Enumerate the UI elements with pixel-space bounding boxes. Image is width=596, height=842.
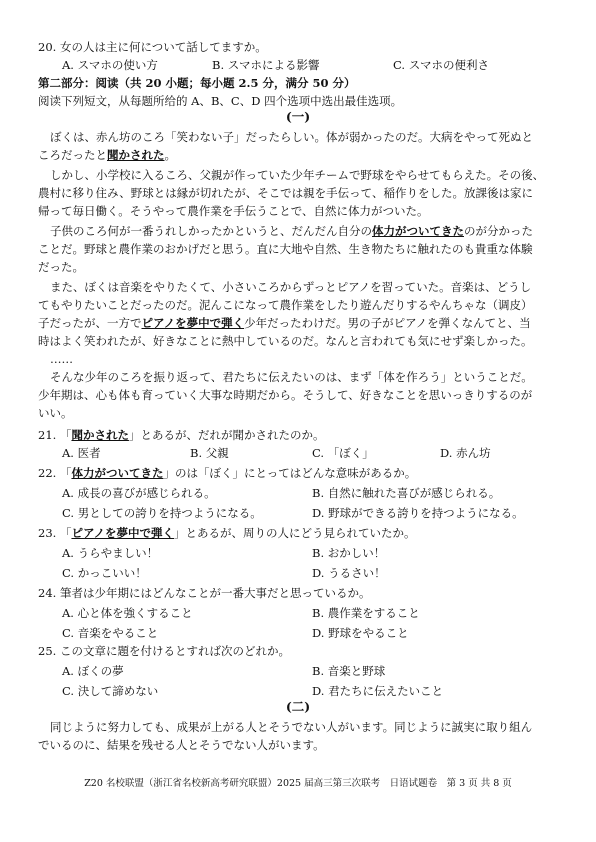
passage1-line: いい。	[38, 406, 73, 420]
q23-option-b: B. おかしい！	[312, 546, 386, 560]
passage1-text: 少年だったわけだ。男の子がピアノを弾くなんてと、当	[244, 316, 531, 330]
passage1-ellipsis: ……	[50, 352, 73, 366]
section1-title: (一)	[285, 110, 311, 124]
q22-text: 」のは「ぼく」にとってはどんな意味があるか。	[163, 466, 417, 480]
q25-question: 25. この文章に題を付けるとすれば次のどれか。	[38, 644, 290, 658]
passage1-line: だった。	[38, 260, 84, 274]
passage1-text: ころだったと	[38, 148, 107, 162]
q22-option-c: C. 男としての誇りを持つようになる。	[62, 506, 262, 520]
passage1-line	[38, 148, 568, 162]
q23-text: 23. 「	[38, 526, 72, 540]
q24-option-b: B. 農作業をすること	[312, 606, 420, 620]
q20-option-b: B. スマホによる影響	[212, 58, 320, 72]
q24-option-c: C. 音楽をやること	[62, 626, 159, 640]
q21-option-c: C. 「ぼく」	[312, 446, 374, 460]
q22-option-b: B. 自然に触れた喜びが感じられる。	[312, 486, 501, 500]
passage1-line: しかし、小学校に入るころ、父親が作っていた少年チームで野球をやらせてもらえた。その後、	[50, 168, 545, 182]
q21-text: 」とあるが、だれが聞かされたのか。	[128, 428, 325, 442]
q25-option-a: A. ぼくの夢	[62, 664, 124, 678]
q20-option-c: C. スマホの便利さ	[393, 58, 489, 72]
q24-question: 24. 筆者は少年期にはどんなことが一番大事だと思っているか。	[38, 586, 371, 600]
passage1-line: そんな少年のころを振り返って、君たちに伝えたいのは、まず「体を作ろう」ということだ。	[50, 370, 533, 384]
q21-underlined: 聞かされた	[71, 428, 129, 442]
passage1-line	[38, 316, 568, 330]
passage1-line: ことだ。野球と農作業のおかげだと思う。直に大地や自然、生き物たちに触れたのも貴重な体験	[38, 242, 533, 256]
q20-question: 20. 女の人は主に何について話してますか。	[38, 40, 267, 54]
passage1-text: 子供のころ何が一番うれしかったかというと、だんだん自分の	[50, 224, 372, 238]
q21-option-a: A. 医者	[62, 446, 101, 460]
page-footer: Z20 名校联盟（浙江省名校新高考研究联盟）2025 届高三第三次联考 日语试题卷 第 3 页 共 8 页	[84, 778, 512, 789]
passage1-line: 時はよく笑われたが、好きなことに熱中しているのだ。なんと言われても気にせず楽しかった。	[38, 334, 533, 348]
underlined-phrase: ピアノを夢中で弾く	[141, 316, 245, 330]
q20-option-a: A. スマホの使い方	[62, 58, 158, 72]
passage1-line: 農村に移り住み、野球とは縁が切れたが、そこでは親を手伝って、稲作りをした。放課後は家に	[38, 186, 533, 200]
q25-option-b: B. 音楽と野球	[312, 664, 386, 678]
q24-option-a: A. 心と体を強くすること	[62, 606, 193, 620]
passage1-text: 子だったが、一方で	[38, 316, 142, 330]
q22-option-d: D. 野球ができる誇りを持つようになる。	[312, 506, 524, 520]
q22-underlined: 体力がついてきた	[71, 466, 164, 480]
underlined-phrase: 聞かされた	[107, 148, 165, 162]
passage1-line: 少年期は、心も体も育っていく大事な時期だから。そうして、好きなことを思いっきりするのが	[38, 388, 533, 402]
part2-instruction: 阅读下列短文，从每题所给的 A、B、C、D 四个选项中选出最佳选项。	[38, 94, 403, 108]
q23-option-d: D. うるさい！	[312, 566, 386, 580]
q21-text: 21. 「	[38, 428, 72, 442]
passage1-line: てもやりたいことだったのだ。泥んこになって農作業をしたり遊んだりするやんちゃな（调皮）	[38, 298, 533, 312]
underlined-phrase: 体力がついてきた	[372, 224, 464, 238]
section2-title: (二)	[285, 700, 311, 714]
passage2-line: 同じように努力しても、成果が上がる人とそうでない人がいます。同じように誠実に取り組ん	[50, 720, 533, 734]
q22-question	[38, 466, 568, 480]
passage1-line: ぼくは、赤ん坊のころ「笑わない子」だったらしい。体が弱かったのだ。大病をやって死ぬと	[50, 130, 533, 144]
passage2-line: でいるのに、結果を残せる人とそうでない人がいます。	[38, 738, 325, 752]
q22-text: 22. 「	[38, 466, 72, 480]
q25-option-c: C. 決して諦めない	[62, 684, 159, 698]
q21-option-d: D. 赤ん坊	[440, 446, 491, 460]
q23-text: 」とあるが、周りの人にどう見られていたか。	[174, 526, 416, 540]
passage1-line: また、ぼくは音楽をやりたくて、小さいころからずっとピアノを習っていた。音楽は、どうし	[50, 280, 532, 294]
passage1-text: 。	[164, 148, 176, 162]
q24-option-d: D. 野球をやること	[312, 626, 409, 640]
q21-question	[38, 428, 568, 442]
part2-heading: 第二部分：阅读（共 20 小题；每小题 2.5 分，满分 50 分）	[38, 76, 356, 90]
q22-option-a: A. 成長の喜びが感じられる。	[62, 486, 216, 500]
passage1-text: のが分かった	[464, 224, 533, 238]
q23-option-a: A. うらやましい！	[62, 546, 159, 560]
passage1-line	[50, 224, 580, 238]
q25-option-d: D. 君たちに伝えたいこと	[312, 684, 444, 698]
q23-option-c: C. かっこいい！	[62, 566, 147, 580]
q23-underlined: ピアノを夢中で弾く	[71, 526, 175, 540]
q23-question	[38, 526, 568, 540]
q21-option-b: B. 父親	[190, 446, 229, 460]
passage1-line: 帰って毎日働く。そうやって農作業を手伝うことで、自然に体力がついた。	[38, 204, 429, 218]
